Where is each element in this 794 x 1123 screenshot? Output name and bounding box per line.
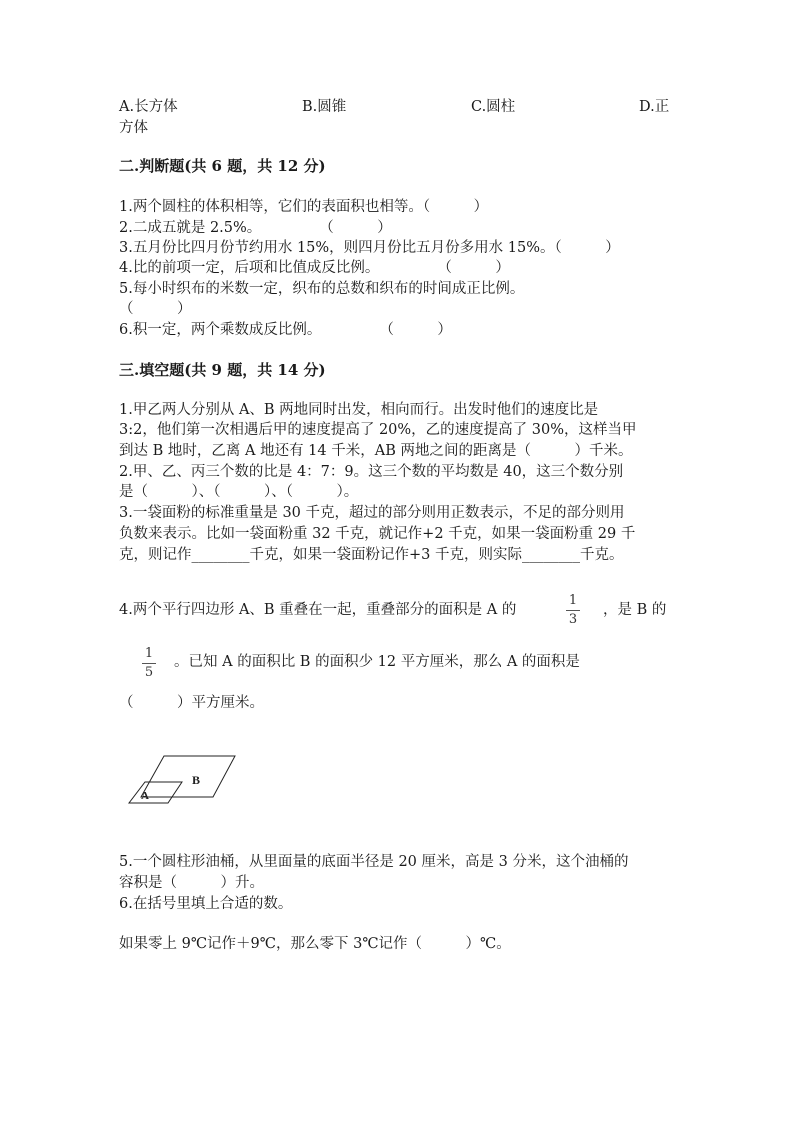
fill-q4-line-3: （ ）平方厘米。 (119, 695, 264, 711)
judge-item-2: 2.二成五就是 2.5%。 （ ） (119, 220, 392, 236)
option-d-continuation: 方体 (119, 120, 148, 136)
fill-q1-line-3: 到达 B 地时，乙离 A 地还有 14 千米，AB 两地之间的距离是（ ）千米。 (119, 443, 633, 459)
option-c: C.圆柱 (471, 99, 516, 115)
fill-q6-line-2: 如果零上 9℃记作＋9℃，那么零下 3℃记作（ ）℃。 (119, 936, 511, 952)
fraction-one-third (563, 593, 583, 628)
fill-q3-line-2: 负数来表示。比如一袋面粉重 32 千克，就记作+2 千克，如果一袋面粉重 29 千 (119, 526, 636, 542)
judge-item-4: 4.比的前项一定，后项和比值成反比例。 （ ） (119, 260, 510, 276)
label-b: B (192, 773, 201, 787)
fill-q1-line-1: 1.甲乙两人分别从 A、B 两地同时出发，相向而行。出发时他们的速度比是 (119, 402, 599, 418)
parallelogram-a (129, 782, 182, 803)
fraction-denominator: 3 (568, 612, 578, 627)
fraction-bar (566, 610, 580, 611)
fill-q4-line-1-start: 4.两个平行四边形 A、B 重叠在一起，重叠部分的面积是 A 的 (119, 602, 517, 618)
fraction-numerator: 1 (568, 593, 578, 608)
section-2-title: 二.判断题(共 6 题，共 12 分) (119, 157, 326, 175)
judge-item-5: 5.每小时织布的米数一定，织布的总数和织布的时间成正比例。 (119, 281, 525, 297)
label-a: A (141, 790, 149, 802)
fill-q2-line-1: 2.甲、乙、丙三个数的比是 4：7：9。这三个数的平均数是 40，这三个数分别 (119, 464, 624, 480)
judge-item-6: 6.积一定，两个乘数成反比例。 （ ） (119, 322, 452, 338)
fraction-bar (142, 663, 156, 664)
fraction-numerator: 1 (144, 646, 154, 661)
option-a: A.长方体 (119, 99, 178, 115)
fill-q1-line-2: 3:2，他们第一次相遇后甲的速度提高了 20%，乙的速度提高了 30%，这样当甲 (119, 422, 637, 438)
overlapping-parallelograms-figure (125, 752, 240, 808)
parallelogram-b (141, 756, 235, 797)
option-d: D.正 (639, 99, 670, 115)
fill-q3-line-1: 3.一袋面粉的标准重量是 30 千克，超过的部分则用正数表示，不足的部分则用 (119, 505, 625, 521)
fill-q2-line-2: 是（ ）、（ ）、（ ）。 (119, 484, 359, 500)
judge-item-1: 1.两个圆柱的体积相等，它们的表面积也相等。（ ） (119, 199, 489, 215)
judge-item-5-blank: （ ） (119, 301, 192, 317)
fill-q5-line-1: 5.一个圆柱形油桶，从里面量的底面半径是 20 厘米，高是 3 分米，这个油桶的 (119, 854, 629, 870)
section-3-title: 三.填空题(共 9 题，共 14 分) (119, 361, 326, 379)
fraction-one-fifth (139, 646, 159, 681)
fill-q3-line-3: 克，则记作________千克，如果一袋面粉记作+3 千克，则实际________千克。 (119, 547, 624, 563)
fraction-denominator: 5 (144, 665, 154, 680)
fill-q4-line-2: 。已知 A 的面积比 B 的面积少 12 平方厘米，那么 A 的面积是 (174, 654, 580, 670)
option-b: B.圆锥 (302, 99, 347, 115)
fill-q4-line-1-end: ，是 B 的 (603, 602, 667, 618)
fill-q6-line-1: 6.在括号里填上合适的数。 (119, 896, 293, 912)
judge-item-3: 3.五月份比四月份节约用水 15%，则四月份比五月份多用水 15%。（ ） (119, 240, 620, 256)
fill-q5-line-2: 容积是（ ）升。 (119, 875, 264, 891)
